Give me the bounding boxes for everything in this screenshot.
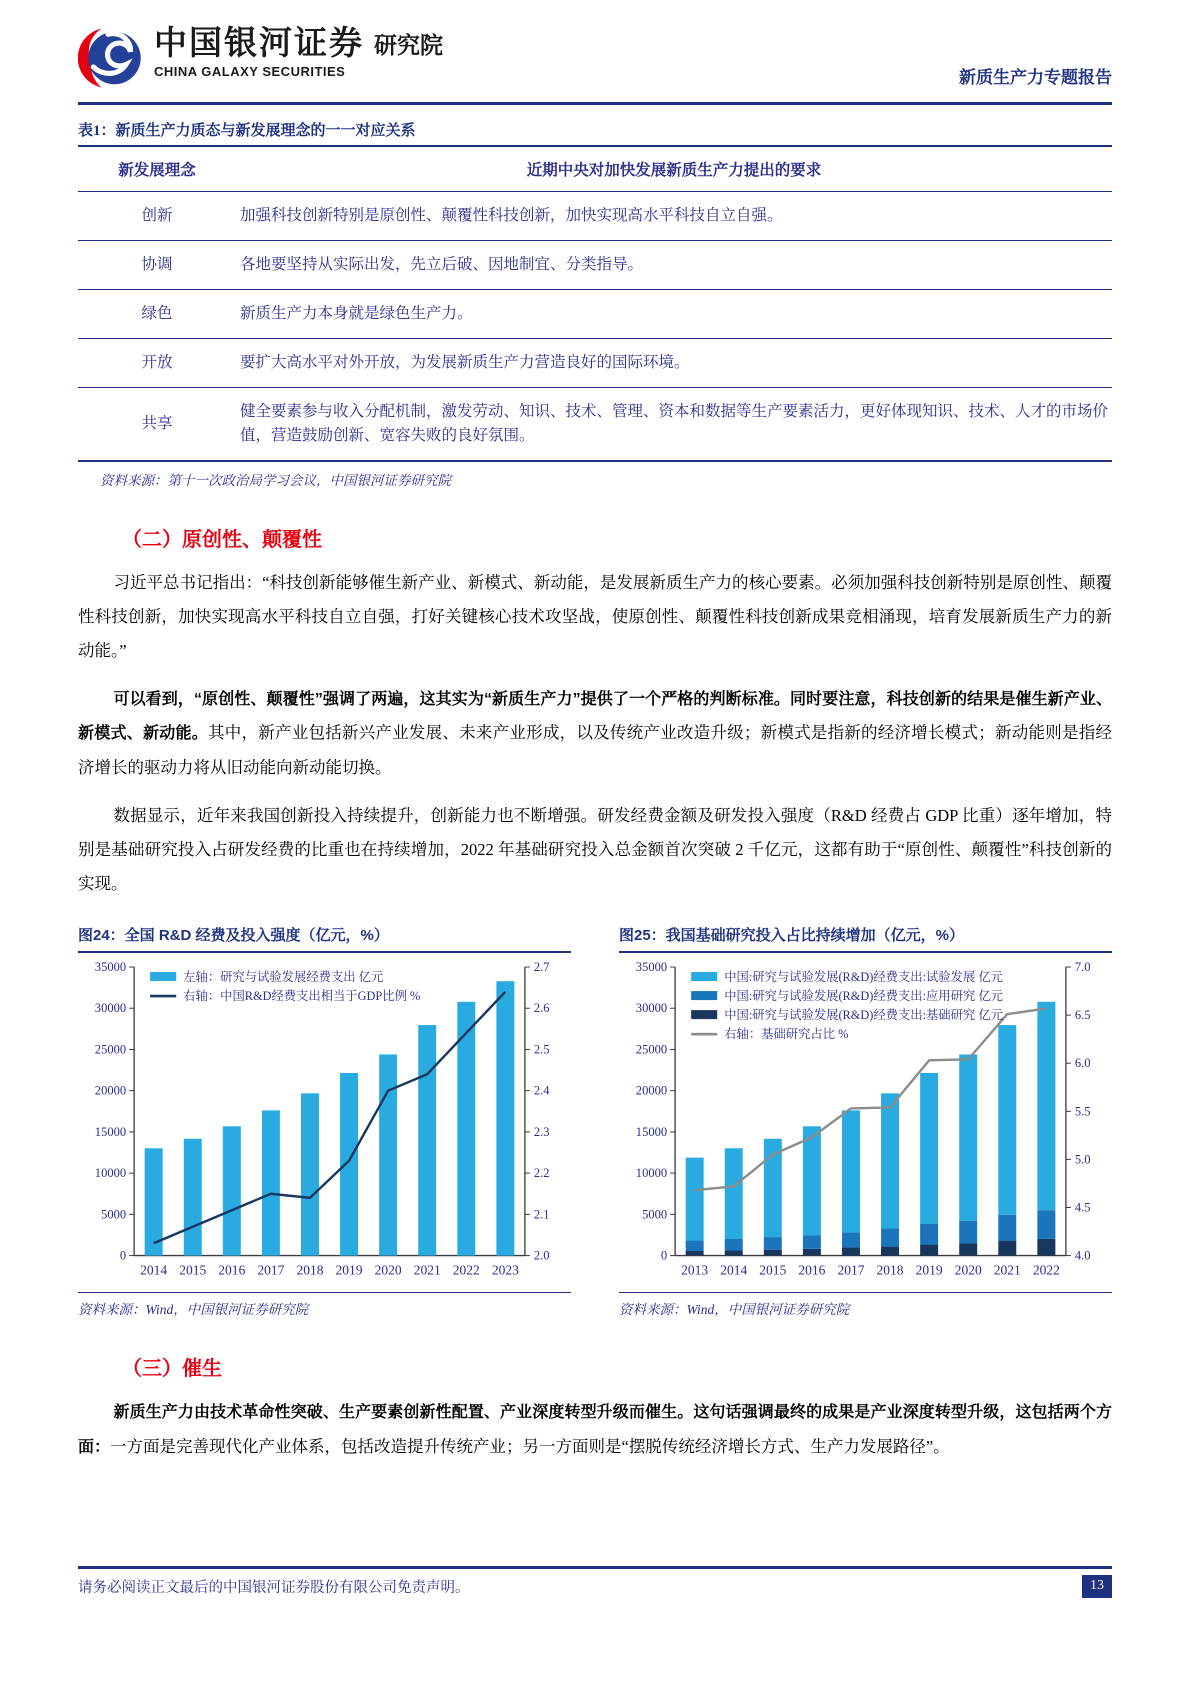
svg-text:右轴：基础研究占比 %: 右轴：基础研究占比 %	[724, 1027, 849, 1042]
svg-text:2018: 2018	[296, 1263, 324, 1279]
svg-text:中国:研究与试验发展(R&D)经费支出:基础研究 亿元: 中国:研究与试验发展(R&D)经费支出:基础研究 亿元	[724, 1008, 1003, 1023]
svg-text:2.6: 2.6	[533, 1001, 550, 1016]
svg-text:2.4: 2.4	[533, 1084, 550, 1099]
requirement-cell: 要扩大高水平对外开放，为发展新质生产力营造良好的国际环境。	[236, 339, 1112, 388]
svg-text:2017: 2017	[837, 1263, 865, 1279]
svg-text:2.2: 2.2	[533, 1166, 550, 1181]
svg-text:2022: 2022	[1032, 1263, 1060, 1279]
svg-text:0: 0	[660, 1248, 668, 1263]
column-header-requirement: 近期中央对加快发展新质生产力提出的要求	[236, 146, 1112, 192]
svg-text:2022: 2022	[452, 1263, 480, 1279]
concept-cell: 共享	[141, 415, 173, 433]
requirement-cell: 各地要坚持从实际出发，先立后破、因地制宜、分类指导。	[236, 241, 1112, 290]
table-row	[78, 290, 1112, 339]
svg-text:2021: 2021	[413, 1263, 441, 1279]
svg-text:2019: 2019	[915, 1263, 943, 1279]
svg-text:2.0: 2.0	[533, 1248, 550, 1263]
svg-text:15000: 15000	[635, 1125, 668, 1140]
svg-text:10000: 10000	[94, 1166, 127, 1181]
svg-text:2.5: 2.5	[533, 1042, 550, 1057]
paragraph	[78, 682, 1112, 785]
column-header-concept: 新发展理念	[78, 146, 236, 192]
svg-text:5.5: 5.5	[1074, 1104, 1091, 1119]
figure-25-source: 资料来源：Wind，中国银河证券研究院	[619, 1292, 1112, 1318]
report-series-title: 新质生产力专题报告	[959, 68, 1112, 87]
svg-text:左轴：研究与试验发展经费支出 亿元: 左轴：研究与试验发展经费支出 亿元	[183, 970, 384, 985]
chart-canvas	[78, 959, 571, 1290]
svg-text:2021: 2021	[993, 1263, 1021, 1279]
svg-text:2019: 2019	[335, 1263, 363, 1279]
svg-text:15000: 15000	[94, 1125, 127, 1140]
brand-name-cn: 中国银河证券	[154, 24, 364, 61]
table-body	[78, 192, 1112, 462]
svg-text:2020: 2020	[374, 1263, 402, 1279]
svg-text:4.5: 4.5	[1074, 1200, 1091, 1215]
page-footer	[78, 1566, 1112, 1598]
svg-text:2017: 2017	[257, 1263, 285, 1279]
svg-text:2.7: 2.7	[533, 960, 550, 975]
paragraph: 数据显示，近年来我国创新投入持续提升，创新能力也不断增强。研发经费金额及研发投入强度（R&D 经费占 GDP 比重）逐年增加，特别是基础研究投入占研发经费的比重也在持续增加，2022 年基础研究投入总金额首次突破 2 千亿元，这都有助于“原创性、颠覆性”科技创新的实现。	[78, 805, 1112, 893]
paragraph: 习近平总书记指出：“科技创新能够催生新产业、新模式、新动能，是发展新质生产力的核心要素。必须加强科技创新特别是原创性、颠覆性科技创新，加快实现高水平科技自立自强，打好关键核心技术攻坚战，使原创性、颠覆性科技创新成果竞相涌现，培育发展新质生产力的新动能。”	[78, 573, 1112, 660]
svg-text:中国:研究与试验发展(R&D)经费支出:试验发展 亿元: 中国:研究与试验发展(R&D)经费支出:试验发展 亿元	[724, 970, 1003, 985]
svg-text:2014: 2014	[720, 1263, 748, 1279]
brand-block	[154, 26, 443, 78]
section-heading-3: （三）催生	[122, 1358, 222, 1381]
chart-canvas	[619, 959, 1112, 1290]
table-row	[78, 192, 1112, 241]
table-header-row	[78, 146, 1112, 192]
svg-text:0: 0	[119, 1248, 127, 1263]
figure-24-title: 图24：全国 R&D 经费及投入强度（亿元，%）	[78, 924, 571, 953]
concept-cell: 协调	[78, 241, 236, 290]
table-caption	[78, 119, 1112, 145]
svg-text:2015: 2015	[759, 1263, 787, 1279]
figure-24-source: 资料来源：Wind，中国银河证券研究院	[78, 1292, 571, 1318]
figure-24	[78, 924, 571, 1318]
table-row	[78, 339, 1112, 388]
paragraph-bold-lead: 新质生产力由技术革命性突破、生产要素创新性配置、产业深度转型升级而催生。这句话强调最终的成果是产业深度转型升级，这包括两个方面：	[78, 1404, 1112, 1456]
svg-text:30000: 30000	[635, 1001, 668, 1016]
svg-text:2016: 2016	[798, 1263, 826, 1279]
requirement-cell: 加强科技创新特别是原创性、颠覆性科技创新，加快实现高水平科技自立自强。	[236, 192, 1112, 241]
paragraph-rest: 一方面是完善现代化产业体系，包括改造提升传统产业；另一方面则是“摆脱传统经济增长方式、生产力发展路径”。	[110, 1436, 950, 1456]
figure-25	[619, 924, 1112, 1318]
svg-text:4.0: 4.0	[1074, 1248, 1091, 1263]
svg-text:6.0: 6.0	[1074, 1056, 1091, 1071]
svg-text:7.0: 7.0	[1074, 960, 1091, 975]
brand-institute: 研究院	[374, 32, 443, 58]
svg-text:20000: 20000	[635, 1084, 668, 1099]
svg-text:10000: 10000	[635, 1166, 668, 1181]
page-number-badge: 13	[1082, 1575, 1112, 1598]
svg-text:5000: 5000	[101, 1207, 127, 1222]
svg-text:35000: 35000	[635, 960, 668, 975]
svg-text:2018: 2018	[876, 1263, 904, 1279]
svg-text:2013: 2013	[681, 1263, 709, 1279]
svg-text:2014: 2014	[140, 1263, 168, 1279]
table-source: 资料来源：第十一次政治局学习会议，中国银河证券研究院	[100, 473, 451, 489]
requirement-cell: 健全要素参与收入分配机制，激发劳动、知识、技术、管理、资本和数据等生产要素活力，更好体现知识、技术、人才的市场价值，营造鼓励创新、宽容失败的良好氛围。	[240, 403, 1109, 445]
figures-row	[78, 924, 1112, 1318]
svg-text:中国:研究与试验发展(R&D)经费支出:应用研究 亿元: 中国:研究与试验发展(R&D)经费支出:应用研究 亿元	[724, 989, 1003, 1004]
svg-text:20000: 20000	[94, 1084, 127, 1099]
svg-text:25000: 25000	[635, 1042, 668, 1057]
svg-text:5000: 5000	[642, 1207, 668, 1222]
svg-text:5.0: 5.0	[1074, 1152, 1091, 1167]
svg-text:2020: 2020	[954, 1263, 982, 1279]
disclaimer-text: 请务必阅读正文最后的中国银河证券股份有限公司免责声明。	[78, 1580, 470, 1596]
svg-text:35000: 35000	[94, 960, 127, 975]
svg-text:2015: 2015	[179, 1263, 207, 1279]
header-divider	[78, 102, 1112, 105]
requirement-cell: 新质生产力本身就是绿色生产力。	[236, 290, 1112, 339]
paragraph-rest: 其中，新产业包括新兴产业发展、未来产业形成，以及传统产业改造升级；新模式是指新的经济增长模式；新动能则是指经济增长的驱动力将从旧动能向新动能切换。	[78, 723, 1112, 778]
concept-mapping-table	[78, 145, 1112, 462]
concept-cell: 创新	[78, 192, 236, 241]
table-row	[78, 241, 1112, 290]
svg-text:30000: 30000	[94, 1001, 127, 1016]
figure-24-chart	[78, 959, 571, 1290]
svg-text:右轴：中国R&D经费支出相当于GDP比例 %: 右轴：中国R&D经费支出相当于GDP比例 %	[183, 989, 421, 1004]
figure-25-chart	[619, 959, 1112, 1290]
svg-text:25000: 25000	[94, 1042, 127, 1057]
table-caption-label: 表1：	[78, 123, 116, 139]
page-header	[78, 26, 1112, 90]
section-heading-2: （二）原创性、颠覆性	[122, 529, 322, 552]
table-row	[78, 388, 1112, 462]
concept-cell: 绿色	[78, 290, 236, 339]
svg-text:2023: 2023	[491, 1263, 519, 1279]
svg-text:2.1: 2.1	[533, 1207, 550, 1222]
paragraph	[78, 1395, 1112, 1465]
concept-cell: 开放	[78, 339, 236, 388]
figure-25-title: 图25：我国基础研究投入占比持续增加（亿元，%）	[619, 924, 1112, 953]
galaxy-securities-logo-icon	[78, 26, 142, 90]
paragraph-bold-lead: 可以看到，“原创性、颠覆性”强调了两遍，这其实为“新质生产力”提供了一个严格的判断标准。同时要注意，科技创新的结果是催生新产业、新模式、新动能。	[78, 690, 1112, 743]
svg-text:2016: 2016	[218, 1263, 246, 1279]
svg-text:6.5: 6.5	[1074, 1008, 1091, 1023]
brand-name-en: CHINA GALAXY SECURITIES	[154, 64, 346, 79]
table-caption-title: 新质生产力质态与新发展理念的一一对应关系	[115, 123, 416, 139]
svg-text:2.3: 2.3	[533, 1125, 550, 1140]
